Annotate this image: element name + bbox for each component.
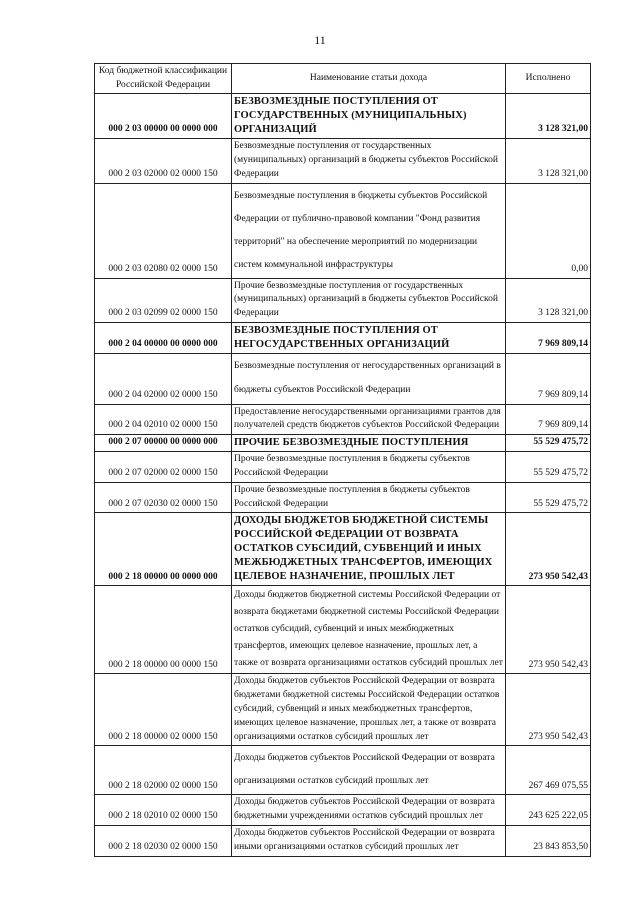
row-code: 000 2 04 02000 02 0000 150 <box>95 353 232 404</box>
row-amount: 243 625 222,05 <box>506 795 591 826</box>
row-amount: 3 128 321,00 <box>506 139 591 183</box>
row-code: 000 2 04 00000 00 0000 000 <box>95 322 232 353</box>
row-name: Прочие безвозмездные поступления в бюджеты субъектов Российской Федерации <box>232 452 506 483</box>
row-name: Предоставление негосударственными организациями грантов для получателей средств бюджетов субъектов Российской Федерации <box>232 404 506 435</box>
table-row <box>95 452 591 483</box>
row-code: 000 2 18 00000 02 0000 150 <box>95 674 232 746</box>
row-amount: 7 969 809,14 <box>506 353 591 404</box>
table-row <box>95 825 591 856</box>
row-code: 000 2 03 02099 02 0000 150 <box>95 278 232 322</box>
row-name: ПРОЧИЕ БЕЗВОЗМЕЗДНЫЕ ПОСТУПЛЕНИЯ <box>232 435 506 452</box>
row-code: 000 2 18 00000 00 0000 150 <box>95 586 232 674</box>
row-code: 000 2 07 02030 02 0000 150 <box>95 482 232 513</box>
table-row <box>95 435 591 452</box>
row-name: Доходы бюджетов бюджетной системы Российской Федерации от возврата бюджетами бюджетной системы Российской Федерации остатков субсидий, субвенций и иных межбюджетных трансфертов, имеющих целевое назначение, прошлых лет, а также от возврата организациями остатков субсидий прошлых лет <box>232 586 506 674</box>
table-row <box>95 139 591 183</box>
row-name: БЕЗВОЗМЕЗДНЫЕ ПОСТУПЛЕНИЯ ОТ НЕГОСУДАРСТВЕННЫХ ОРГАНИЗАЦИЙ <box>232 322 506 353</box>
row-code: 000 2 03 02080 02 0000 150 <box>95 183 232 278</box>
row-name: Прочие безвозмездные поступления в бюджеты субъектов Российской Федерации <box>232 482 506 513</box>
table-header-row <box>95 64 591 94</box>
page-number: 11 <box>314 33 326 47</box>
table-row <box>95 353 591 404</box>
row-name: Безвозмездные поступления от негосударственных организаций в бюджеты субъектов Российской Федерации <box>232 353 506 404</box>
table-row <box>95 322 591 353</box>
table-row <box>95 278 591 322</box>
row-name: Безвозмездные поступления в бюджеты субъектов Российской Федерации от публично-правовой компании "Фонд развития территорий" на обеспечение мероприятий по модернизации систем коммунальной инфраструктуры <box>232 183 506 278</box>
table-row <box>95 586 591 674</box>
row-amount: 267 469 075,55 <box>506 746 591 795</box>
row-name: Прочие безвозмездные поступления от государственных (муниципальных) организаций в бюджеты субъектов Российской Федерации <box>232 278 506 322</box>
row-code: 000 2 04 02010 02 0000 150 <box>95 404 232 435</box>
row-name: ДОХОДЫ БЮДЖЕТОВ БЮДЖЕТНОЙ СИСТЕМЫ РОССИЙСКОЙ ФЕДЕРАЦИИ ОТ ВОЗВРАТА ОСТАТКОВ СУБСИДИЙ, СУБВЕНЦИЙ И ИНЫХ МЕЖБЮДЖЕТНЫХ ТРАНСФЕРТОВ, ИМЕЮЩИХ ЦЕЛЕВОЕ НАЗНАЧЕНИЕ, ПРОШЛЫХ ЛЕТ <box>232 513 506 586</box>
row-amount: 55 529 475,72 <box>506 482 591 513</box>
table-row <box>95 513 591 586</box>
table-row <box>95 94 591 139</box>
row-amount: 273 950 542,43 <box>506 586 591 674</box>
row-code: 000 2 18 02010 02 0000 150 <box>95 795 232 826</box>
revenue-table <box>94 63 591 857</box>
table-row <box>95 746 591 795</box>
row-name: Доходы бюджетов субъектов Российской Федерации от возврата иными организациями остатков субсидий прошлых лет <box>232 825 506 856</box>
row-amount: 7 969 809,14 <box>506 404 591 435</box>
row-code: 000 2 03 02000 02 0000 150 <box>95 139 232 183</box>
row-amount: 23 843 853,50 <box>506 825 591 856</box>
header-amount: Исполнено <box>506 64 591 94</box>
row-amount: 3 128 321,00 <box>506 94 591 139</box>
row-code: 000 2 03 00000 00 0000 000 <box>95 94 232 139</box>
table-row <box>95 183 591 278</box>
row-code: 000 2 18 02000 02 0000 150 <box>95 746 232 795</box>
table-row <box>95 482 591 513</box>
row-code: 000 2 07 00000 00 0000 000 <box>95 435 232 452</box>
row-name: Безвозмездные поступления от государственных (муниципальных) организаций в бюджеты субъектов Российской Федерации <box>232 139 506 183</box>
row-name: Доходы бюджетов субъектов Российской Федерации от возврата бюджетными учреждениями остатков субсидий прошлых лет <box>232 795 506 826</box>
table-row <box>95 674 591 746</box>
row-amount: 7 969 809,14 <box>506 322 591 353</box>
row-code: 000 2 18 02030 02 0000 150 <box>95 825 232 856</box>
table-row <box>95 404 591 435</box>
row-name: БЕЗВОЗМЕЗДНЫЕ ПОСТУПЛЕНИЯ ОТ ГОСУДАРСТВЕННЫХ (МУНИЦИПАЛЬНЫХ) ОРГАНИЗАЦИЙ <box>232 94 506 139</box>
row-code: 000 2 18 00000 00 0000 000 <box>95 513 232 586</box>
table-row <box>95 795 591 826</box>
row-amount: 3 128 321,00 <box>506 278 591 322</box>
row-amount: 273 950 542,43 <box>506 674 591 746</box>
row-amount: 0,00 <box>506 183 591 278</box>
header-name: Наименование статьи дохода <box>232 64 506 94</box>
header-code: Код бюджетной классификации Российской Федерации <box>95 64 232 94</box>
row-amount: 55 529 475,72 <box>506 452 591 483</box>
row-amount: 273 950 542,43 <box>506 513 591 586</box>
row-name: Доходы бюджетов субъектов Российской Федерации от возврата организациями остатков субсидий прошлых лет <box>232 746 506 795</box>
row-amount: 55 529 475,72 <box>506 435 591 452</box>
row-name: Доходы бюджетов субъектов Российской Федерации от возврата бюджетами бюджетной системы Российской Федерации остатков субсидий, субвенций и иных межбюджетных трансфертов, имеющих целевое назначение, прошлых лет, а также от возврата организациями остатков субсидий прошлых лет <box>232 674 506 746</box>
row-code: 000 2 07 02000 02 0000 150 <box>95 452 232 483</box>
